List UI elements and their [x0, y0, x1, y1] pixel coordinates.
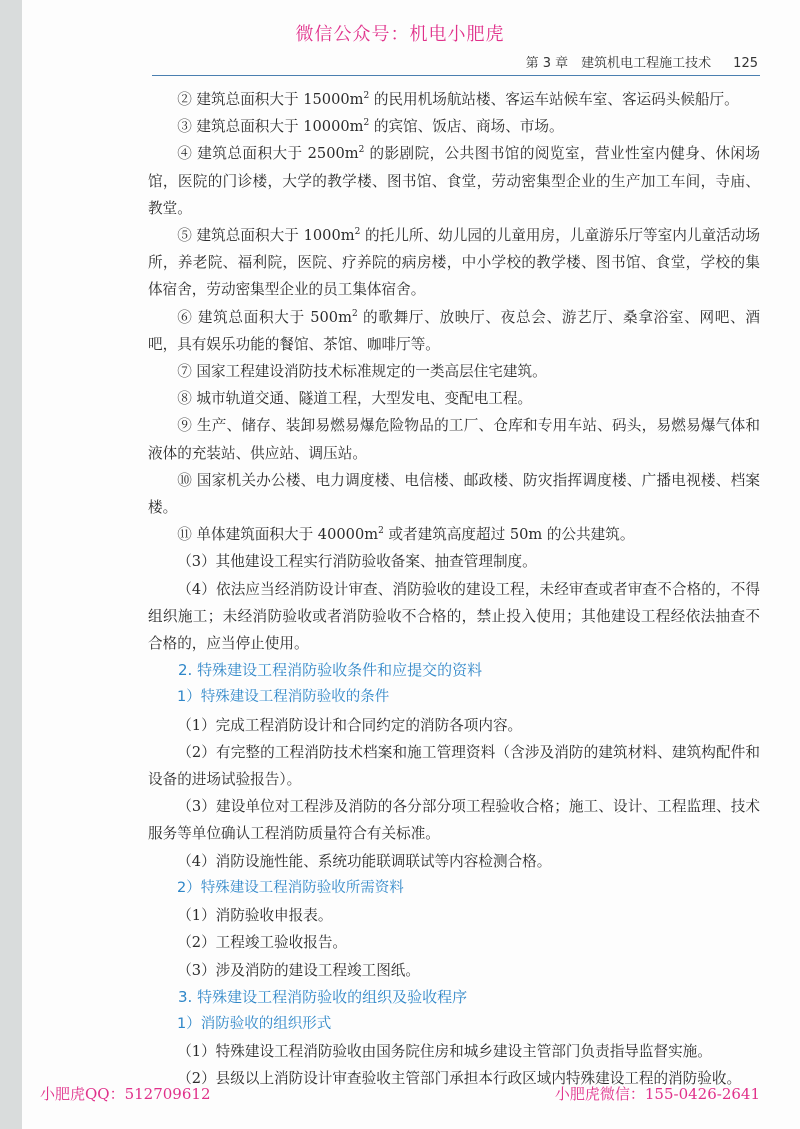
paragraph-text: ④ 建筑总面积大于 2500m — [177, 145, 359, 163]
paragraph-text: 的宾馆、饭店、商场、市场。 — [369, 118, 564, 136]
paragraph-text: ⑪ 单体建筑面积大于 40000m — [177, 526, 379, 544]
superscript: 2 — [378, 526, 384, 537]
paragraph: （3）其他建设工程实行消防验收备案、抽查管理制度。 — [177, 553, 537, 571]
superscript: 2 — [363, 118, 370, 129]
paragraph-text: ⑥ 建筑总面积大于 500m — [177, 308, 352, 326]
superscript: 2 — [351, 308, 358, 319]
paragraph: ⑧ 城市轨道交通、隧道工程，大型发电、变配电工程。 — [177, 390, 533, 408]
paragraph: （2）县级以上消防设计审查验收主管部门承担本行政区域内特殊建设工程的消防验收。 — [177, 1070, 742, 1088]
paragraph — [148, 521, 760, 548]
paragraph: （3）涉及消防的建设工程竣工图纸。 — [177, 961, 420, 979]
subsection-heading: 1）特殊建设工程消防验收的条件 — [177, 689, 390, 706]
paragraph — [148, 304, 760, 358]
paragraph: （1）特殊建设工程消防验收由国务院住房和城乡建设主管部门负责指导监督实施。 — [177, 1043, 712, 1061]
paragraph: （4）依法应当经消防设计审查、消防验收的建设工程，未经审查或者审查不合格的，不得组织施工；未经消防验收或者消防验收不合格的，禁止投入使用；其他建设工程经依法抽查不合格的，应当停止使用。 — [148, 580, 760, 653]
paragraph-text: 或者建筑高度超过 50m 的公共建筑。 — [383, 526, 635, 544]
paragraph-text: ③ 建筑总面积大于 10000m — [177, 118, 364, 136]
paragraph-text: 的影剧院，公共图书馆的阅览室，营业性室内健身、休闲场馆，医院的门诊楼，大学的教学楼、图书馆、食堂，劳动密集型企业的生产加工车间，寺庙、教堂。 — [148, 145, 760, 217]
watermark-top: 微信公众号：机电小肥虎 — [295, 24, 505, 45]
subsection-heading: 2）特殊建设工程消防验收所需资料 — [177, 879, 404, 896]
paragraph-text: 的歌舞厅、放映厅、夜总会、游艺厅、桑拿浴室、网吧、酒吧，具有娱乐功能的餐馆、茶馆、咖啡厅等。 — [148, 308, 760, 353]
subsection-heading: 1）消防验收的组织形式 — [177, 1015, 332, 1032]
paragraph-text: 的民用机场航站楼、客运车站候车室、客运码头候船厅。 — [369, 91, 739, 108]
paragraph: ⑦ 国家工程建设消防技术标准规定的一类高层住宅建筑。 — [177, 363, 547, 381]
section-heading: 2. 特殊建设工程消防验收条件和应提交的资料 — [178, 661, 483, 680]
footer-wechat: 小肥虎微信：155-0426-2641 — [554, 1085, 760, 1103]
running-head — [526, 52, 758, 71]
paragraph: （2）工程竣工验收报告。 — [177, 934, 348, 952]
paragraph — [148, 113, 760, 140]
page-edge-strip — [0, 0, 22, 1129]
superscript: 2 — [358, 145, 365, 156]
paragraph-text: 的托儿所、幼儿园的儿童用房，儿童游乐厅等室内儿童活动场所，养老院、福利院，医院、疗养院的病房楼，中小学校的教学楼、图书馆、食堂，学校的集体宿舍，劳动密集型企业的员工集体宿舍。 — [148, 227, 760, 299]
footer-qq: 小肥虎QQ：512709612 — [40, 1085, 211, 1103]
paragraph — [148, 86, 760, 113]
superscript: 2 — [354, 227, 361, 238]
paragraph — [148, 140, 760, 222]
page-number: 125 — [733, 56, 758, 71]
paragraph: （1）消防验收申报表。 — [177, 907, 333, 925]
paragraph-text: ⑤ 建筑总面积大于 1000m — [177, 227, 355, 245]
paragraph: ⑨ 生产、储存、装卸易燃易爆危险物品的工厂、仓库和专用车站、码头，易燃易爆气体和液体的充装站、供应站、调压站。 — [148, 417, 760, 462]
paragraph: ⑩ 国家机关办公楼、电力调度楼、电信楼、邮政楼、防灾指挥调度楼、广播电视楼、档案楼。 — [148, 471, 760, 517]
paragraph: （4）消防设施性能、系统功能联调联试等内容检测合格。 — [177, 852, 552, 870]
paragraph: （1）完成工程消防设计和合同约定的消防各项内容。 — [177, 716, 523, 734]
paragraph: （3）建设单位对工程涉及消防的各分部分项工程验收合格；施工、设计、工程监理、技术服务等单位确认工程消防质量符合有关标准。 — [148, 798, 760, 843]
paragraph-text: ② 建筑总面积大于 15000m — [177, 91, 364, 108]
header-rule — [152, 75, 760, 76]
paragraph: （2）有完整的工程消防技术档案和施工管理资料（含涉及消防的建筑材料、建筑构配件和设备的进场试验报告）。 — [148, 743, 760, 789]
superscript: 2 — [363, 91, 370, 102]
paragraph — [148, 222, 760, 304]
section-heading: 3. 特殊建设工程消防验收的组织及验收程序 — [178, 987, 468, 1006]
body-text — [148, 86, 760, 1093]
chapter-title: 第 3 章 建筑机电工程施工技术 — [525, 56, 712, 71]
